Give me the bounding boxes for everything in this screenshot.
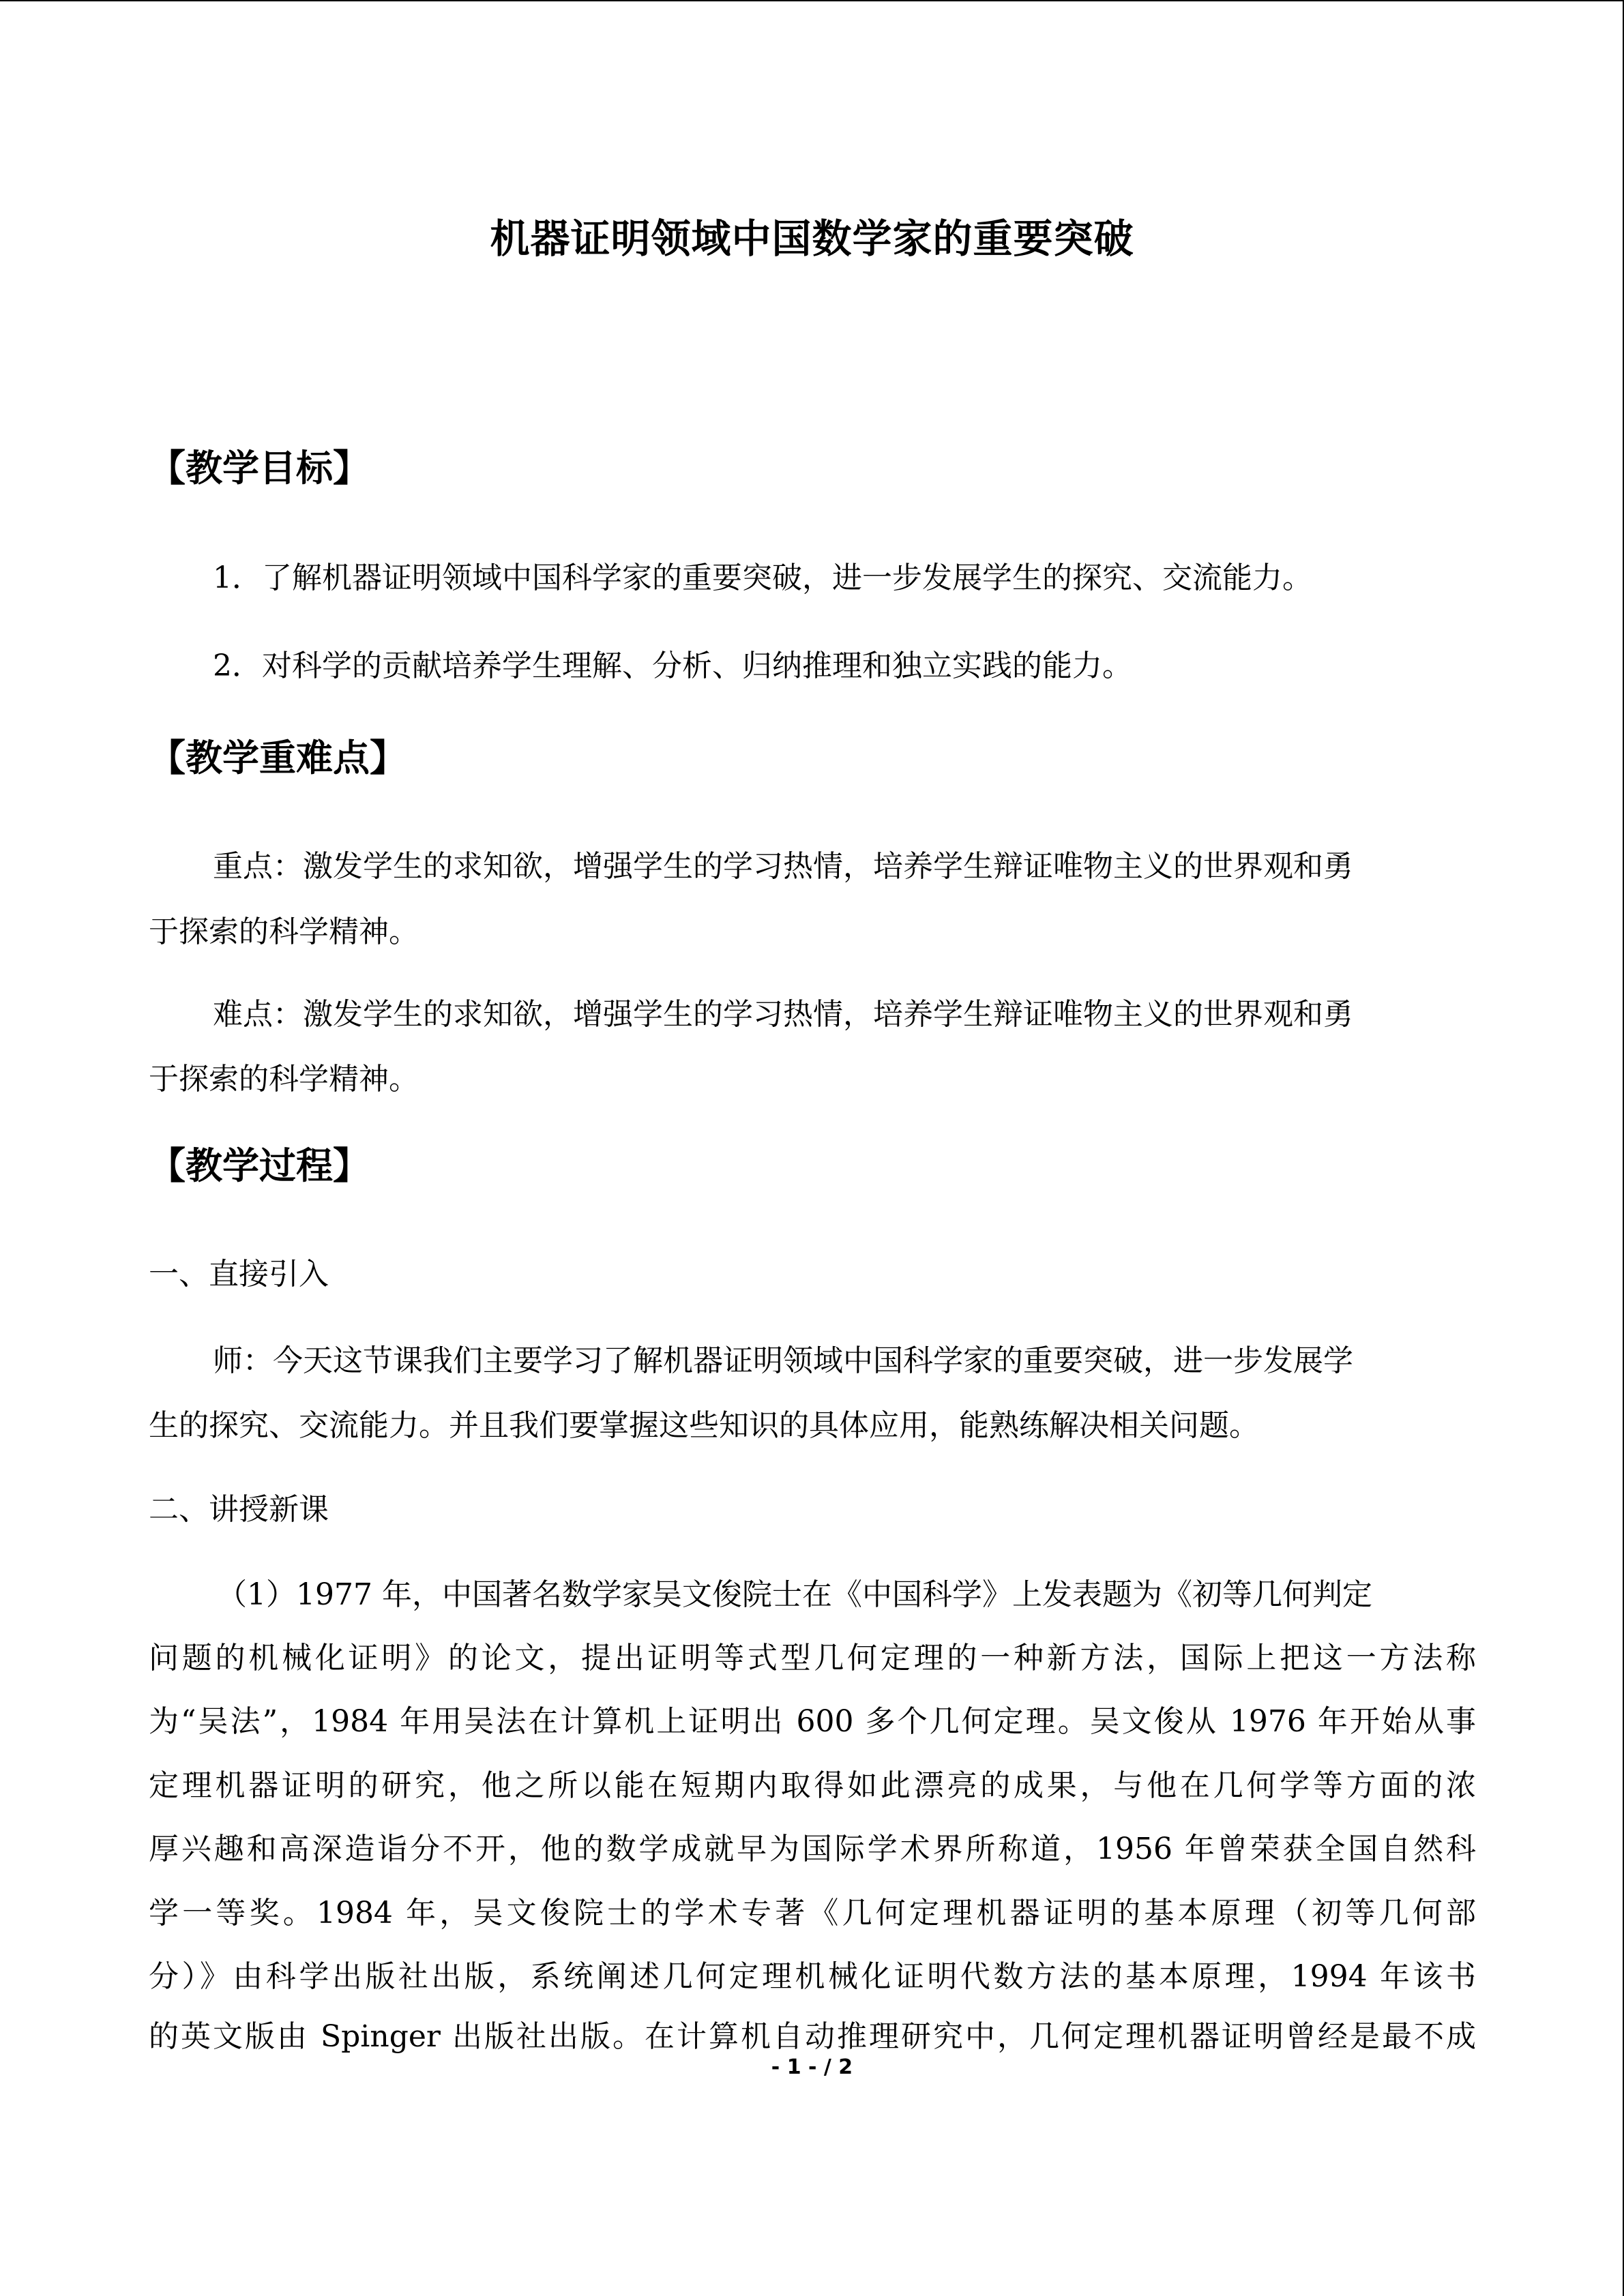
section-heading-objectives: 【教学目标】 (149, 447, 370, 490)
part1-line-2: 生的探究、交流能力。并且我们要掌握这些知识的具体应用，能熟练解决相关问题。 (149, 1408, 1259, 1443)
objective-item-2: 2．对科学的贡献培养学生理解、分析、归纳推理和独立实践的能力。 (213, 648, 1132, 683)
part2-heading: 二、讲授新课 (149, 1492, 329, 1527)
part2-line-4: 定理机器证明的研究，他之所以能在短期内取得如此漂亮的成果，与他在几何学等方面的浓 (149, 1768, 1476, 1803)
part2-line-3: 为“吴法”，1984 年用吴法在计算机上证明出 600 多个几何定理。吴文俊从 1976 年开始从事 (149, 1704, 1476, 1739)
part2-line-1: （1）1977 年，中国著名数学家吴文俊院士在《中国科学》上发表题为《初等几何判定 (217, 1577, 1372, 1612)
part1-line-1: 师：今天这节课我们主要学习了解机器证明领域中国科学家的重要突破，进一步发展学 (213, 1343, 1353, 1378)
objective-item-1: 1．了解机器证明领域中国科学家的重要突破，进一步发展学生的探究、交流能力。 (213, 561, 1312, 595)
difficulty-line-1: 难点：激发学生的求知欲，增强学生的学习热情，培养学生辩证唯物主义的世界观和勇 (213, 997, 1353, 1032)
document-title: 机器证明领域中国数学家的重要突破 (490, 215, 1134, 262)
difficulty-line-2: 于探索的科学精神。 (149, 1062, 419, 1097)
part1-heading: 一、直接引入 (149, 1257, 329, 1292)
focus-line-2: 于探索的科学精神。 (149, 914, 419, 949)
part2-line-7: 分）》由科学出版社出版，系统阐述几何定理机械化证明代数方法的基本原理，1994 年该书 (149, 1959, 1476, 1994)
part2-line-5: 厚兴趣和高深造诣分不开，他的数学成就早为国际学术界所称道，1956 年曾荣获全国自然科 (149, 1832, 1476, 1866)
part2-line-8: 的英文版由 Spinger 出版社出版。在计算机自动推理研究中，几何定理机器证明曾经是最不成 (149, 2019, 1476, 2054)
section-heading-process: 【教学过程】 (149, 1144, 370, 1187)
section-heading-key-points: 【教学重难点】 (149, 736, 407, 779)
part2-line-6: 学一等奖。1984 年，吴文俊院士的学术专著《几何定理机器证明的基本原理（初等几何部 (149, 1896, 1476, 1930)
page-number: - 1 - / 2 (771, 2055, 853, 2079)
part2-line-2: 问题的机械化证明》的论文，提出证明等式型几何定理的一种新方法，国际上把这一方法称 (149, 1641, 1476, 1675)
focus-line-1: 重点：激发学生的求知欲，增强学生的学习热情，培养学生辩证唯物主义的世界观和勇 (213, 849, 1353, 884)
